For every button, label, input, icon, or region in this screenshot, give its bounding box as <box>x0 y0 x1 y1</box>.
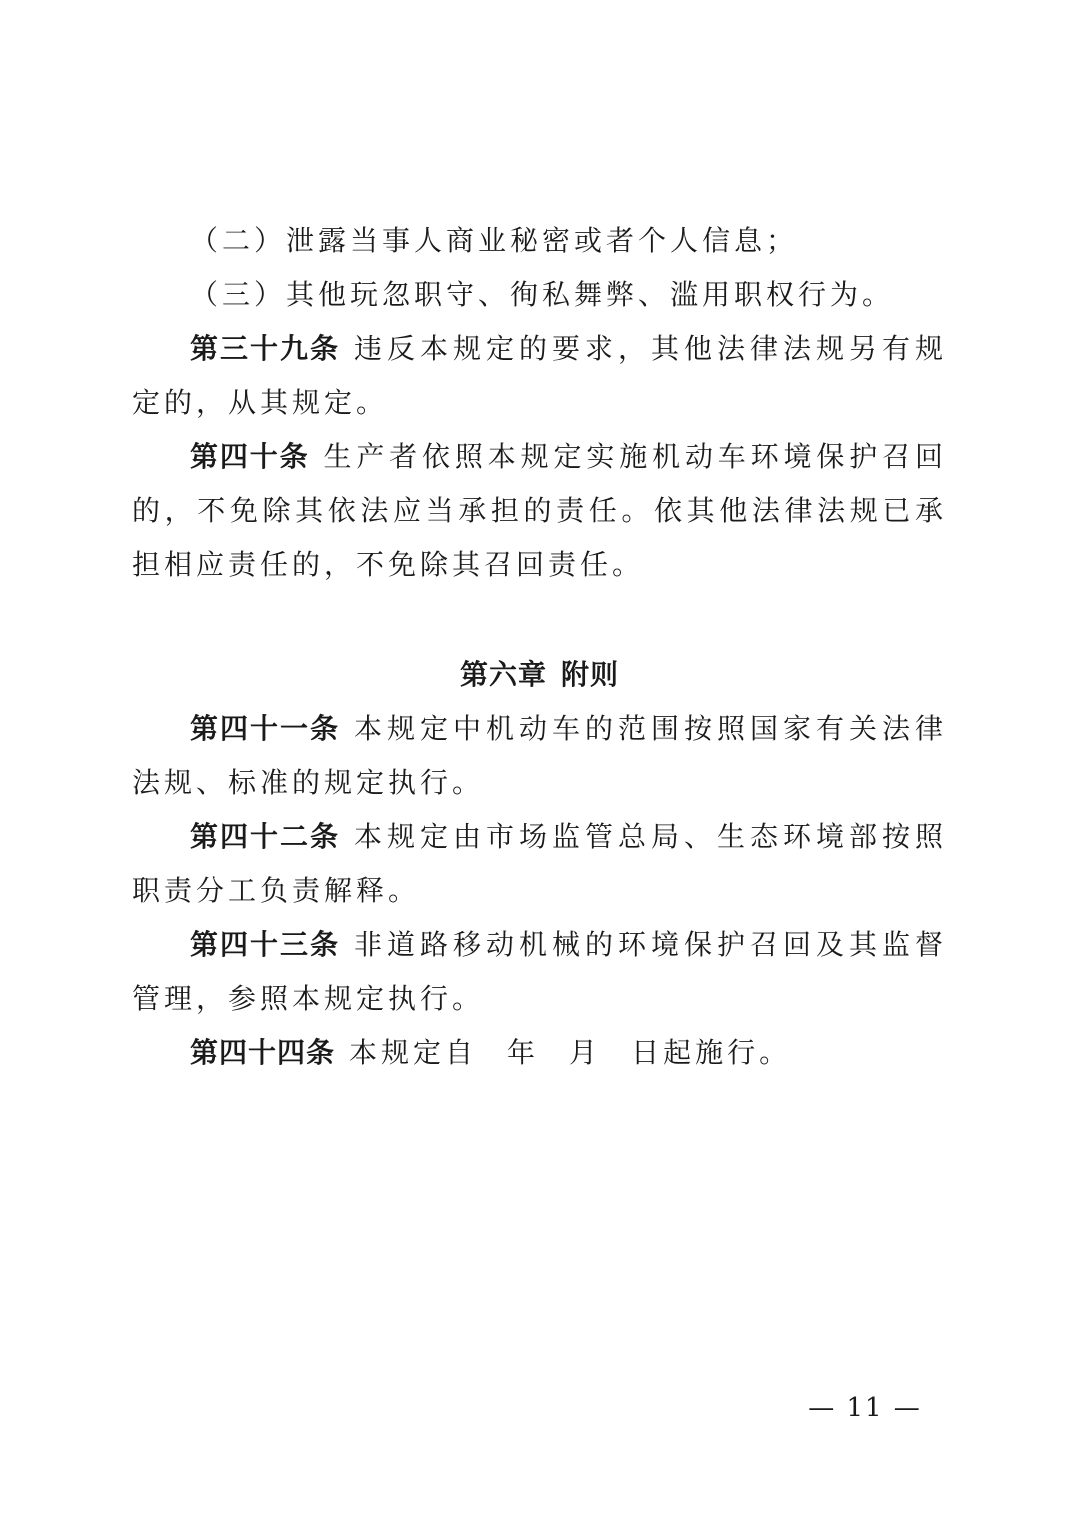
article-text-prefix: 本规定自 <box>349 1036 478 1069</box>
list-item-2 <box>132 214 947 268</box>
article-number: 第三十九条 <box>190 332 340 365</box>
article-39 <box>132 322 947 430</box>
article-text: 本规定由市场监管总局、生态环境部按照职责分工负责解释。 <box>132 820 947 907</box>
article-43 <box>132 918 947 1026</box>
paragraph-text: （二）泄露当事人商业秘密或者个人信息； <box>190 224 799 257</box>
chapter-heading <box>132 648 947 702</box>
article-number: 第四十四条 <box>190 1036 336 1069</box>
article-40 <box>132 430 947 592</box>
article-44 <box>132 1026 947 1080</box>
article-41 <box>132 702 947 810</box>
date-month-label: 月 <box>569 1036 602 1069</box>
chapter-number: 第六章 <box>459 658 547 691</box>
article-42 <box>132 810 947 918</box>
date-year-label: 年 <box>507 1036 540 1069</box>
list-item-3 <box>132 268 947 322</box>
chapter-name: 附则 <box>561 658 620 691</box>
article-number: 第四十三条 <box>190 928 340 961</box>
date-day-suffix: 日起施行。 <box>631 1036 792 1069</box>
article-number: 第四十一条 <box>190 712 340 745</box>
article-number: 第四十条 <box>190 440 310 473</box>
page-number: — 11 — <box>808 1393 922 1423</box>
article-text: 生产者依照本规定实施机动车环境保护召回的，不免除其依法应当承担的责任。依其他法律法规已承担相应责任的，不免除其召回责任。 <box>132 440 947 581</box>
article-text: 本规定中机动车的范围按照国家有关法律法规、标准的规定执行。 <box>132 712 947 799</box>
article-number: 第四十二条 <box>190 820 340 853</box>
article-text: 非道路移动机械的环境保护召回及其监督管理，参照本规定执行。 <box>132 928 947 1015</box>
paragraph-text: （三）其他玩忽职守、徇私舞弊、滥用职权行为。 <box>190 278 895 311</box>
document-body <box>132 214 947 1080</box>
article-text: 违反本规定的要求，其他法律法规另有规定的，从其规定。 <box>132 332 947 419</box>
